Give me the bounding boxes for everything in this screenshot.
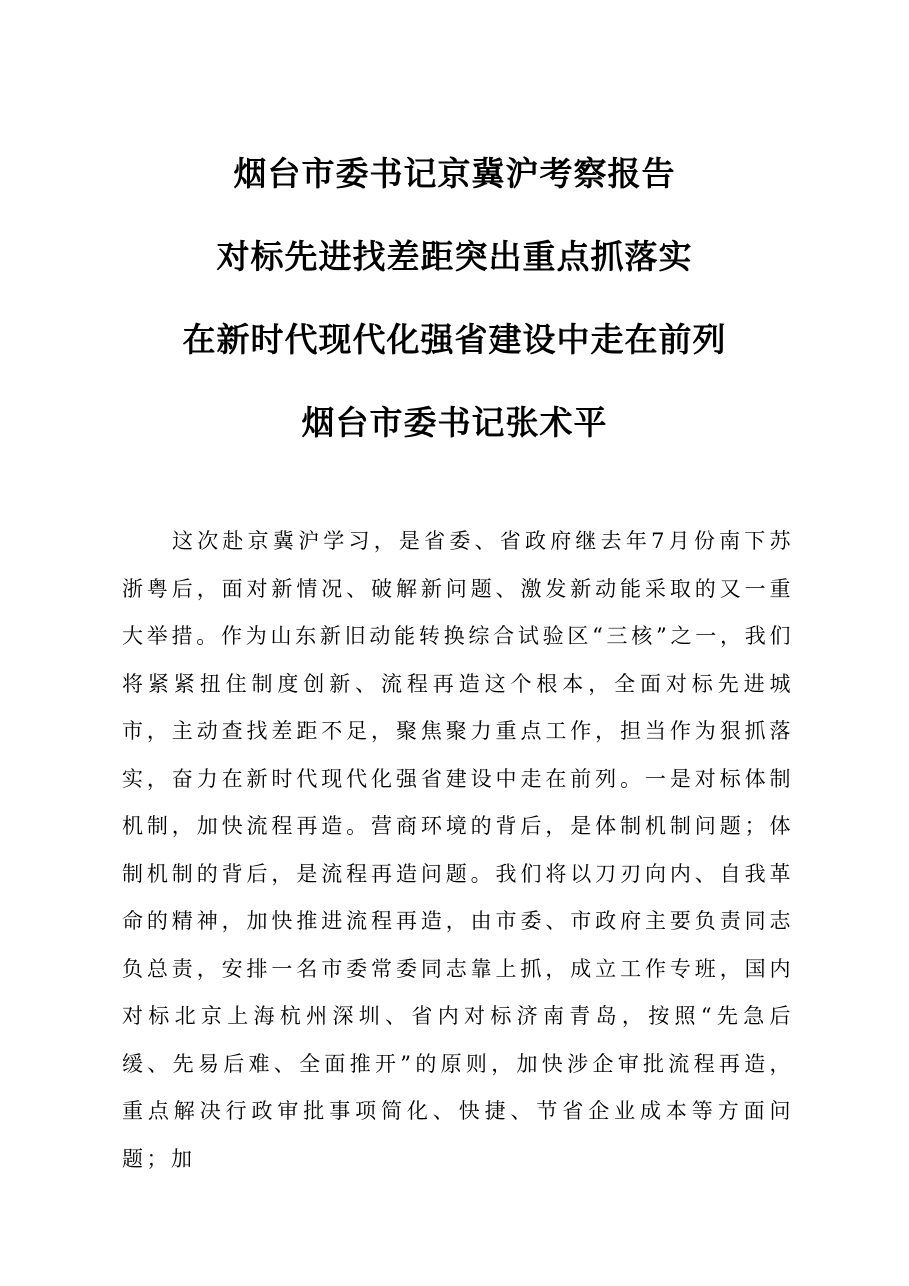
subtitle-line-1: 对标先进找差距突出重点抓落实	[216, 237, 693, 276]
author-line: 烟台市委书记张术平	[301, 403, 608, 442]
title-block	[0, 154, 909, 486]
body-paragraph: 这次赴京冀沪学习，是省委、省政府继去年7月份南下苏浙粤后，面对新情况、破解新问题、激发新动能采取的又一重大举措。作为山东新旧动能转换综合试验区“三核”之一，我们将紧紧扭住制度创新、流程再造这个根本，全面对标先进城市，主动查找差距不足，聚焦聚力重点工作，担当作为狠抓落实，奋力在新时代现代化强省建设中走在前列。一是对标体制机制，加快流程再造。营商环境的背后，是体制机制问题；体制机制的背后，是流程再造问题。我们将以刀刃向内、自我革命的精神，加快推进流程再造，由市委、市政府主要负责同志负总责，安排一名市委常委同志靠上抓，成立工作专班，国内对标北京上海杭州深圳、省内对标济南青岛，按照“先急后缓、先易后难、全面推开”的原则，加快涉企审批流程再造，重点解决行政审批事项简化、快捷、节省企业成本等方面问题；加	[122, 529, 794, 1171]
report-title: 烟台市委书记京冀沪考察报告	[233, 154, 676, 193]
subtitle-line-2: 在新时代现代化强省建设中走在前列	[182, 320, 727, 359]
